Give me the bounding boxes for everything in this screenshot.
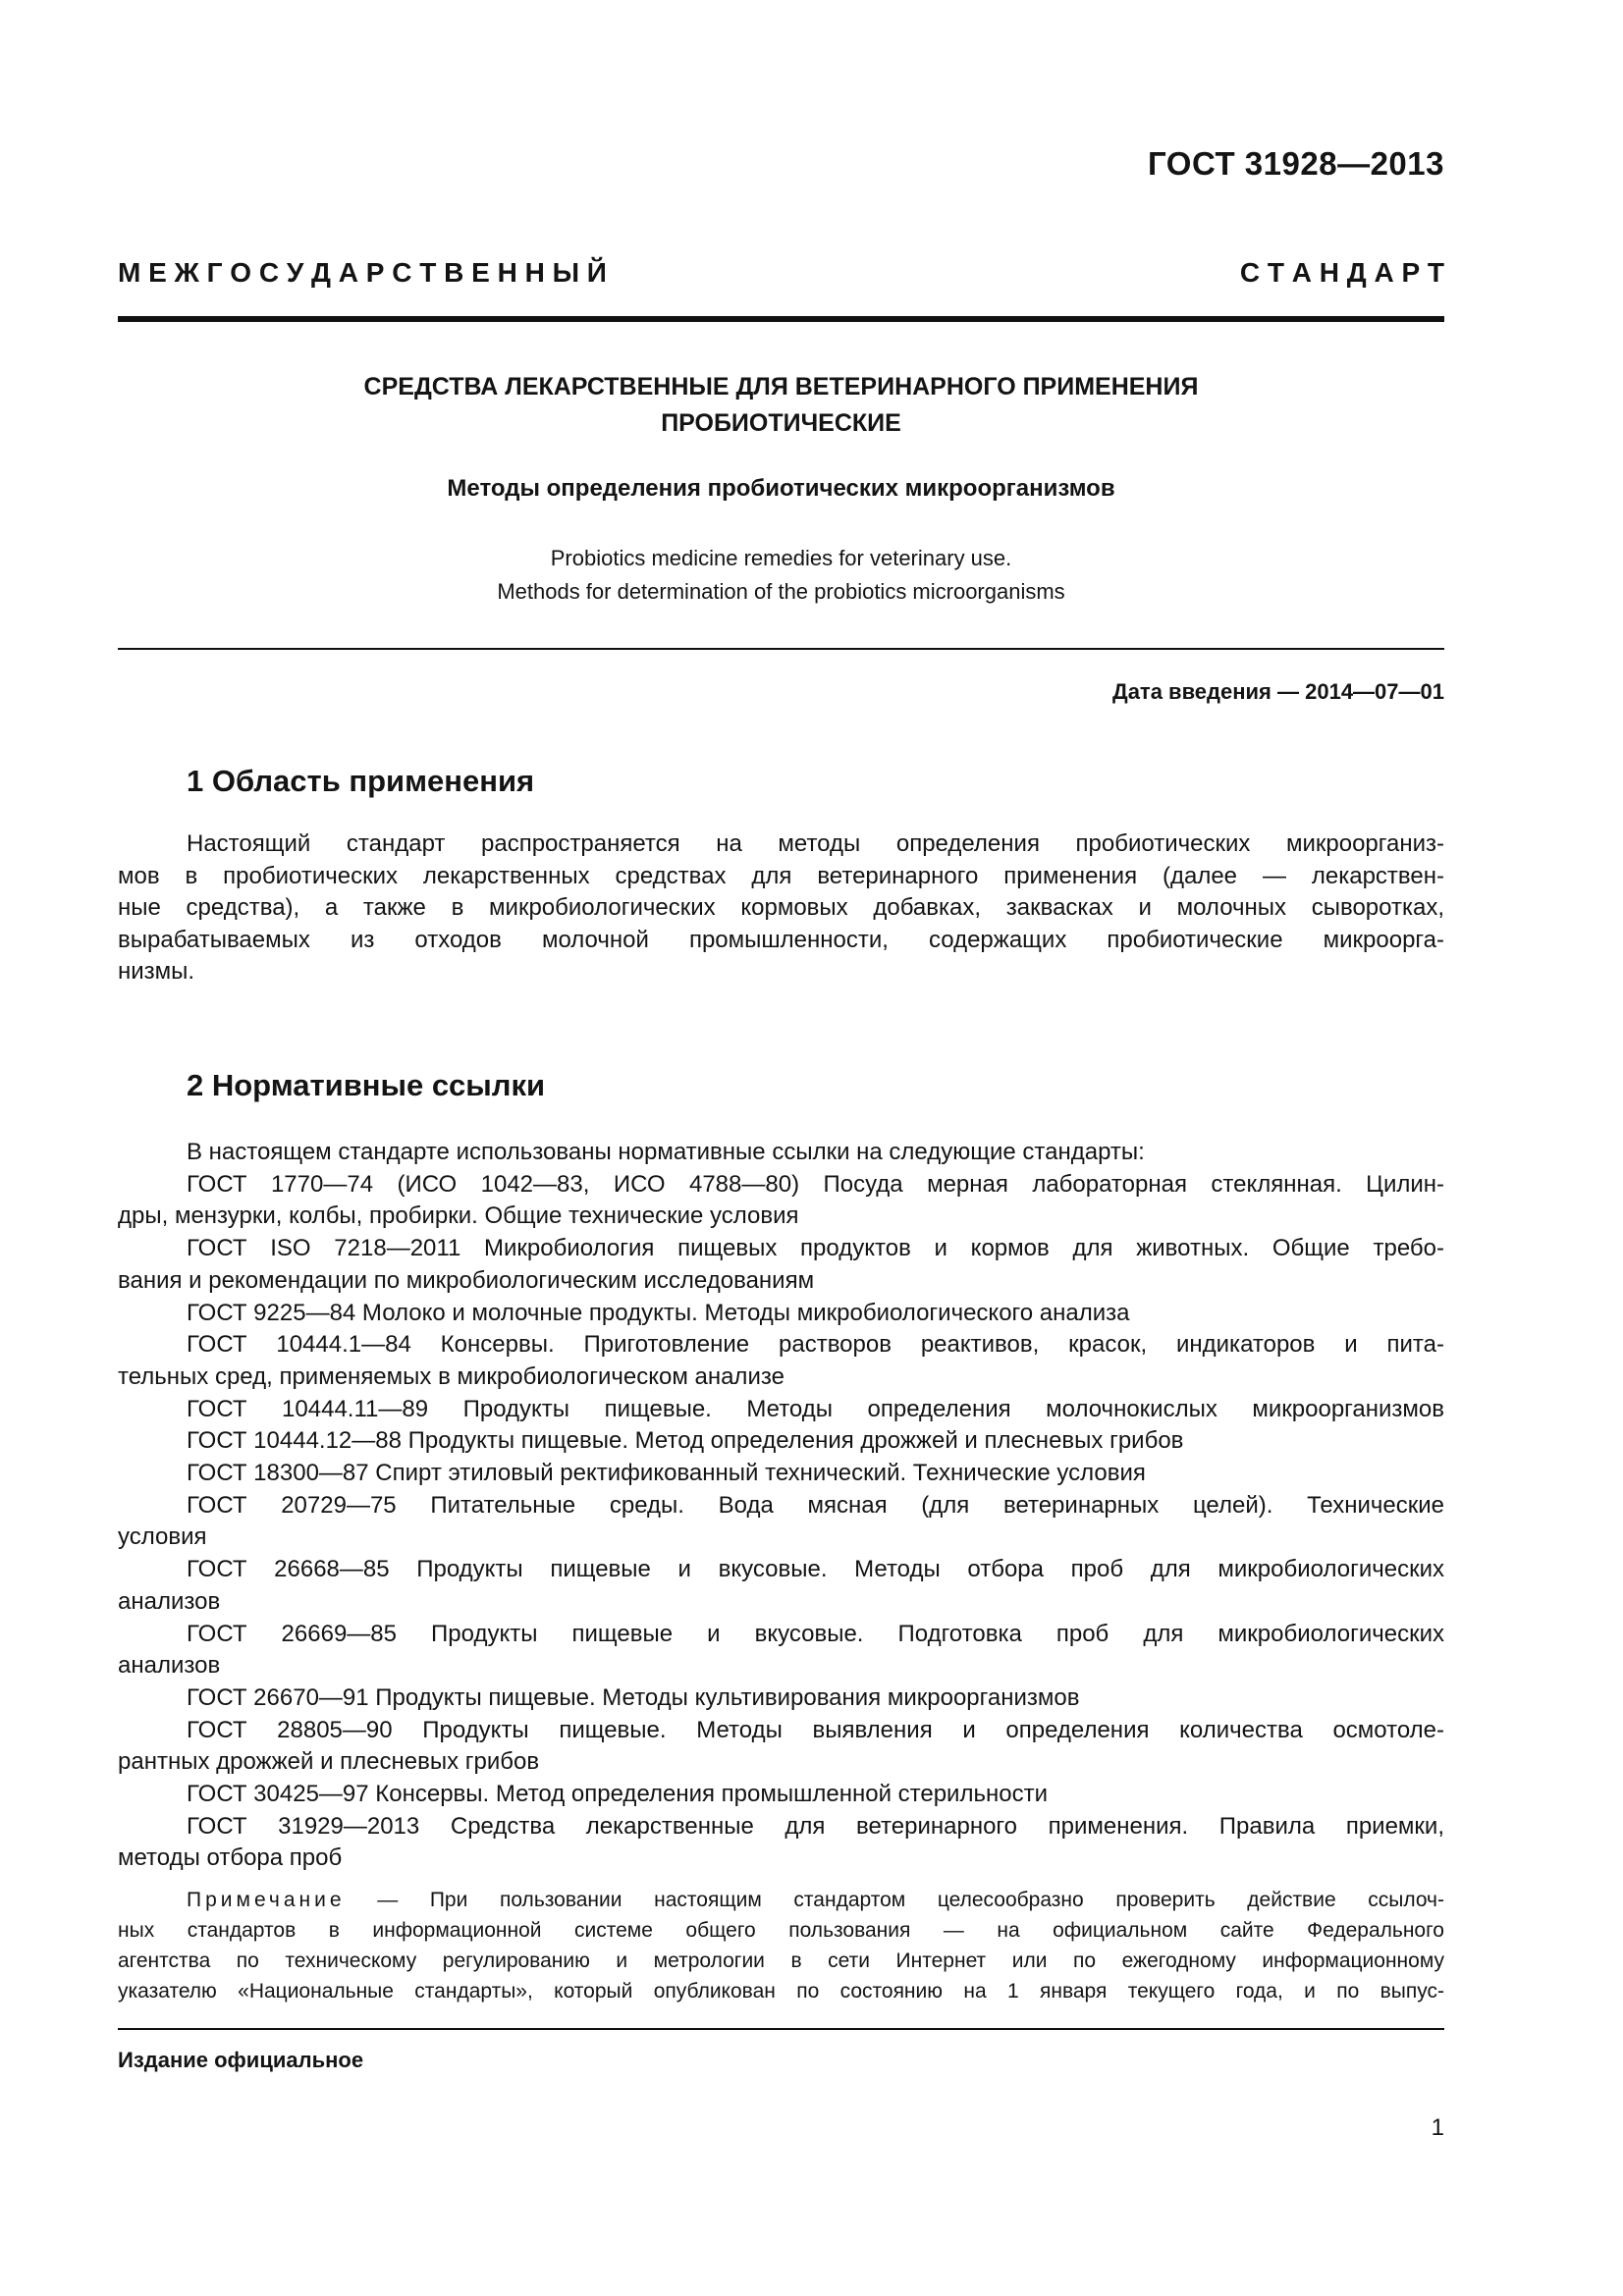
- reference-line: ГОСТ 9225—84 Молоко и молочные продукты. Методы микробиологического анализа: [187, 1299, 1130, 1326]
- banner-right: С Т А Н Д А Р Т: [1239, 257, 1444, 288]
- english-title-line-2: Methods for determination of the probiotics microorganisms: [497, 579, 1065, 604]
- subtitle: Методы определения пробиотических микроорганизмов: [447, 475, 1115, 502]
- reference-line: ГОСТ 10444.11—89 Продукты пищевые. Методы определения молочнокислых микроорганизмов: [187, 1395, 1444, 1422]
- note-text: — При пользовании настоящим стандартом целесообразно проверить действие ссылоч-: [345, 1889, 1444, 1911]
- reference-line: вания и рекомендации по микробиологическим исследованиям: [118, 1266, 815, 1294]
- reference-line: анализов: [118, 1652, 221, 1680]
- note-block: [118, 1885, 1444, 2006]
- english-title: [118, 542, 1444, 609]
- footer-rule: [118, 2028, 1444, 2030]
- title-rule: [118, 648, 1444, 650]
- reference-line: В настоящем стандарте использованы нормативные ссылки на следующие стандарты:: [187, 1139, 1145, 1165]
- reference-line: ГОСТ 26670—91 Продукты пищевые. Методы культивирования микроорганизмов: [187, 1683, 1080, 1711]
- section-1-heading: 1 Область применения: [187, 764, 535, 798]
- standard-banner: [118, 257, 1444, 289]
- reference-line: ГОСТ 10444.1—84 Консервы. Приготовление растворов реактивов, красок, индикаторов и пита-: [187, 1331, 1444, 1359]
- note-label: Примечание: [187, 1889, 346, 1911]
- note-line: [118, 1885, 1444, 1915]
- section-1-text: [118, 828, 1444, 988]
- reference-line: условия: [118, 1523, 207, 1551]
- note-line: ных стандартов в информационной системе общего пользования — на официальном сайте Федерального: [118, 1919, 1444, 1942]
- reference-line: ГОСТ 20729—75 Питательные среды. Вода мясная (для ветеринарных целей). Технические: [187, 1491, 1444, 1519]
- official-edition-label: Издание официальное: [118, 2048, 364, 2072]
- introduction-date: Дата введения — 2014—07—01: [1112, 679, 1444, 704]
- title-line-1: СРЕДСТВА ЛЕКАРСТВЕННЫЕ ДЛЯ ВЕТЕРИНАРНОГО ПРИМЕНЕНИЯ: [363, 373, 1199, 400]
- reference-line: методы отбора проб: [118, 1844, 343, 1872]
- note-line: агентства по техническому регулированию и метрологии в сети Интернет или по ежегодному информационному: [118, 1949, 1444, 1972]
- reference-line: ГОСТ 30425—97 Консервы. Метод определения промышленной стерильности: [187, 1781, 1048, 1808]
- reference-line: тельных сред, применяемых в микробиологическом анализе: [118, 1362, 784, 1390]
- normative-references: [118, 1137, 1444, 1875]
- reference-line: ГОСТ 28805—90 Продукты пищевые. Методы выявления и определения количества осмотоле-: [187, 1716, 1444, 1743]
- reference-line: ГОСТ 31929—2013 Средства лекарственные для ветеринарного применения. Правила приемки,: [187, 1812, 1444, 1840]
- reference-line: ГОСТ ISO 7218—2011 Микробиология пищевых продуктов и кормов для животных. Общие требо-: [187, 1235, 1444, 1262]
- text-line: вырабатываемых из отходов молочной промышленности, содержащих пробиотические микроорга-: [118, 926, 1444, 953]
- reference-line: анализов: [118, 1587, 221, 1615]
- reference-line: ГОСТ 18300—87 Спирт этиловый ректификованный технический. Технические условия: [187, 1460, 1146, 1487]
- page-number: 1: [1431, 2114, 1444, 2141]
- reference-line: ГОСТ 1770—74 (ИСО 1042—83, ИСО 4788—80) Посуда мерная лабораторная стеклянная. Цилин-: [187, 1170, 1444, 1198]
- document-id: ГОСТ 31928—2013: [1148, 145, 1444, 182]
- note-line: указателю «Национальные стандарты», который опубликован по состоянию на 1 января текущего года, и по выпус-: [118, 1980, 1444, 2002]
- reference-line: дры, мензурки, колбы, пробирки. Общие технические условия: [118, 1202, 799, 1230]
- title-line-2: ПРОБИОТИЧЕСКИЕ: [661, 409, 901, 437]
- english-title-line-1: Probiotics medicine remedies for veterinary use.: [550, 546, 1012, 570]
- text-line: низмы.: [118, 958, 195, 985]
- title-block: [118, 369, 1444, 609]
- text-line: Настоящий стандарт распространяется на методы определения пробиотических микроорганиз-: [187, 830, 1444, 857]
- section-2-heading: 2 Нормативные ссылки: [187, 1068, 546, 1102]
- reference-line: ГОСТ 10444.12—88 Продукты пищевые. Метод определения дрожжей и плесневых грибов: [187, 1427, 1184, 1455]
- banner-left: М Е Ж Г О С У Д А Р С Т В Е Н Н Ы Й: [118, 257, 607, 288]
- reference-line: ГОСТ 26668—85 Продукты пищевые и вкусовые. Методы отбора проб для микробиологических: [187, 1556, 1444, 1583]
- reference-line: ГОСТ 26669—85 Продукты пищевые и вкусовые. Подготовка проб для микробиологических: [187, 1620, 1444, 1647]
- reference-line: рантных дрожжей и плесневых грибов: [118, 1748, 540, 1776]
- header-rule: [118, 316, 1444, 322]
- text-line: ные средства), а также в микробиологических кормовых добавках, заквасках и молочных сыворотках,: [118, 894, 1444, 921]
- text-line: мов в пробиотических лекарственных средствах для ветеринарного применения (далее — лекарствен-: [118, 862, 1444, 889]
